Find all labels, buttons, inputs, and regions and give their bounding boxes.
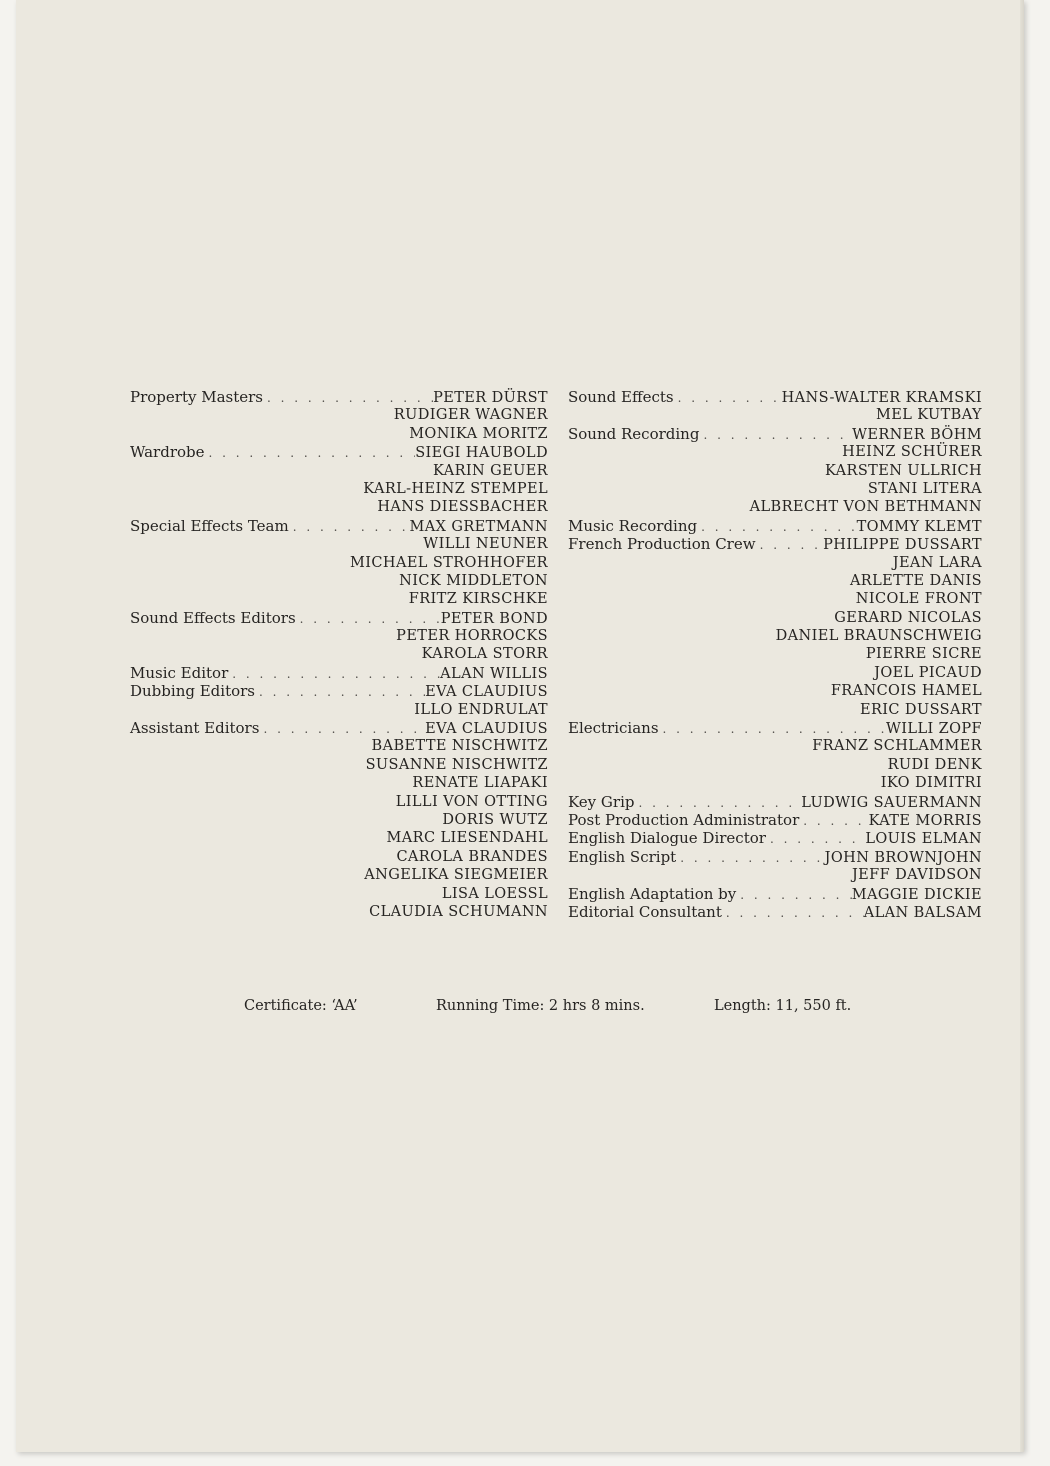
credit-name: LOUIS ELMAN [865, 831, 982, 848]
credit-sound-effects [568, 388, 982, 425]
credit-name: LISA LOESSL [441, 885, 548, 902]
dot-leader [255, 683, 425, 701]
credit-name: ERIC DUSSART [860, 701, 982, 718]
credit-name: GERARD NICOLAS [834, 609, 982, 626]
credit-name: RENATE LIAPAKI [412, 775, 548, 792]
credit-name: FRANCOIS HAMEL [830, 683, 982, 700]
credit-name: JOEL PICAUD [874, 664, 982, 681]
credit-property-masters [130, 388, 548, 443]
dot-leader [289, 518, 410, 536]
credit-name: MEL KUTBAY [876, 407, 982, 424]
credit-name: JEFF DAVIDSON [851, 867, 982, 884]
credit-role: Key Grip [568, 792, 635, 811]
dot-leader [263, 389, 433, 407]
dot-leader [699, 426, 852, 444]
dot-leader [674, 389, 782, 407]
credit-name: NICOLE FRONT [855, 591, 982, 608]
credit-name: MAGGIE DICKIE [851, 886, 982, 903]
credit-name: ALBRECHT VON BETHMANN [749, 499, 982, 516]
credit-name: JOHN BROWNJOHN [824, 849, 982, 866]
credit-name: RUDI DENK [887, 756, 982, 773]
dot-leader [228, 665, 440, 683]
credit-name: SIEGI HAUBOLD [415, 445, 548, 462]
credit-special-effects-team [130, 517, 548, 609]
credit-name: MONIKA MORITZ [409, 425, 548, 442]
credit-name: KAROLA STORR [421, 646, 548, 663]
credit-name: SUSANNE NISCHWITZ [365, 756, 548, 773]
credit-english-dialogue-director [568, 829, 982, 847]
credit-music-editor [130, 664, 548, 682]
credit-role: Assistant Editors [130, 719, 260, 738]
credit-english-adaptation [568, 885, 982, 903]
dot-leader [697, 518, 856, 536]
credit-name: BABETTE NISCHWITZ [371, 738, 548, 755]
credit-assistant-editors [130, 719, 548, 921]
credit-role: French Production Crew [568, 535, 756, 554]
credit-name: MAX GRETMANN [409, 518, 548, 535]
credit-name: ILLO ENDRULAT [414, 701, 548, 718]
credit-name: PIERRE SICRE [865, 646, 982, 663]
credit-music-recording [568, 517, 982, 535]
dot-leader [756, 536, 824, 554]
credit-name: KARSTEN ULLRICH [825, 462, 982, 479]
credit-name: WILLI ZOPF [885, 721, 982, 738]
dot-leader [634, 794, 801, 812]
credit-role: Editorial Consultant [568, 902, 722, 921]
credit-name: LUDWIG SAUERMANN [801, 794, 982, 811]
credit-name: DANIEL BRAUNSCHWEIG [775, 628, 982, 645]
credit-name: ALAN WILLIS [440, 665, 548, 682]
credit-dubbing-editors [130, 682, 548, 719]
credit-name: PETER HORROCKS [396, 628, 548, 645]
dot-leader [722, 904, 864, 922]
credit-name: PHILIPPE DUSSART [823, 537, 982, 554]
credit-electricians [568, 719, 982, 793]
credit-french-production-crew [568, 535, 982, 719]
dot-leader [659, 720, 886, 738]
credit-name: ALAN BALSAM [863, 904, 982, 921]
credit-name: MICHAEL STROHHOFER [350, 554, 548, 571]
credit-role: Special Effects Team [130, 516, 289, 535]
credit-name: CLAUDIA SCHUMANN [369, 903, 548, 920]
credit-editorial-consultant [568, 903, 982, 921]
credit-name: DORIS WUTZ [442, 811, 548, 828]
credit-role: Sound Effects Editors [130, 608, 296, 627]
credit-name: HEINZ SCHÜRER [842, 444, 982, 461]
credit-role: English Dialogue Director [568, 829, 766, 848]
credit-name: PETER DÜRST [433, 390, 548, 406]
credit-name: NICK MIDDLETON [399, 572, 548, 589]
credit-name: IKO DIMITRI [880, 775, 982, 792]
credit-name: WILLI NEUNER [423, 536, 548, 553]
credit-role: Electricians [568, 719, 659, 738]
credit-name: KATE MORRIS [868, 812, 982, 829]
credit-wardrobe [130, 443, 548, 517]
dot-leader [736, 886, 852, 904]
credit-name: ARLETTE DANIS [849, 572, 982, 589]
credit-english-script [568, 848, 982, 885]
credit-name: EVA CLAUDIUS [425, 684, 548, 701]
credit-sound-effects-editors [130, 609, 548, 664]
credit-name: EVA CLAUDIUS [425, 721, 548, 738]
credit-role: Music Recording [568, 516, 698, 535]
dot-leader [259, 720, 425, 738]
film-length: Length: 11, 550 ft. [714, 998, 852, 1014]
credit-role: Sound Effects [568, 388, 674, 406]
credit-name: FRITZ KIRSCHKE [408, 591, 548, 608]
credit-name: ANGELIKA SIEGMEIER [364, 867, 548, 884]
credit-name: PETER BOND [440, 610, 548, 627]
credit-name: KARL-HEINZ STEMPEL [363, 480, 548, 497]
dot-leader [766, 830, 865, 848]
credit-role: Wardrobe [130, 443, 205, 462]
credit-name: CAROLA BRANDES [396, 848, 548, 865]
credit-name: LILLI VON OTTING [395, 793, 548, 810]
credit-name: MARC LIESENDAHL [386, 830, 548, 847]
credit-name: WERNER BÖHM [852, 426, 982, 443]
credit-role: Property Masters [130, 388, 263, 406]
credit-name: FRANZ SCHLAMMER [812, 738, 982, 755]
dot-leader [799, 812, 868, 830]
credit-role: English Adaptation by [568, 884, 737, 903]
certificate-rating: Certificate: ‘AA’ [244, 998, 358, 1014]
credits-right-column [568, 388, 982, 921]
credit-name: KARIN GEUER [433, 462, 548, 479]
credits-page [16, 0, 1024, 1452]
credit-name: TOMMY KLEMT [856, 518, 982, 535]
credit-role: Post Production Administrator [568, 810, 800, 829]
credit-name: HANS-WALTER KRAMSKI [781, 390, 982, 406]
dot-leader [205, 444, 416, 462]
credit-role: Music Editor [130, 663, 229, 682]
credit-role: Dubbing Editors [130, 682, 255, 701]
credit-post-production-administrator [568, 811, 982, 829]
credit-key-grip [568, 793, 982, 811]
credit-role: Sound Recording [568, 424, 700, 443]
credit-name: STANI LITERA [867, 480, 982, 497]
running-time: Running Time: 2 hrs 8 mins. [436, 998, 645, 1014]
dot-leader [676, 849, 824, 867]
credit-role: English Script [568, 847, 677, 866]
credit-sound-recording [568, 425, 982, 517]
credit-name: JEAN LARA [892, 554, 982, 571]
dot-leader [296, 610, 441, 628]
credits-left-column [130, 388, 548, 921]
credit-name: RUDIGER WAGNER [393, 407, 548, 424]
credit-name: HANS DIESSBACHER [377, 499, 548, 516]
